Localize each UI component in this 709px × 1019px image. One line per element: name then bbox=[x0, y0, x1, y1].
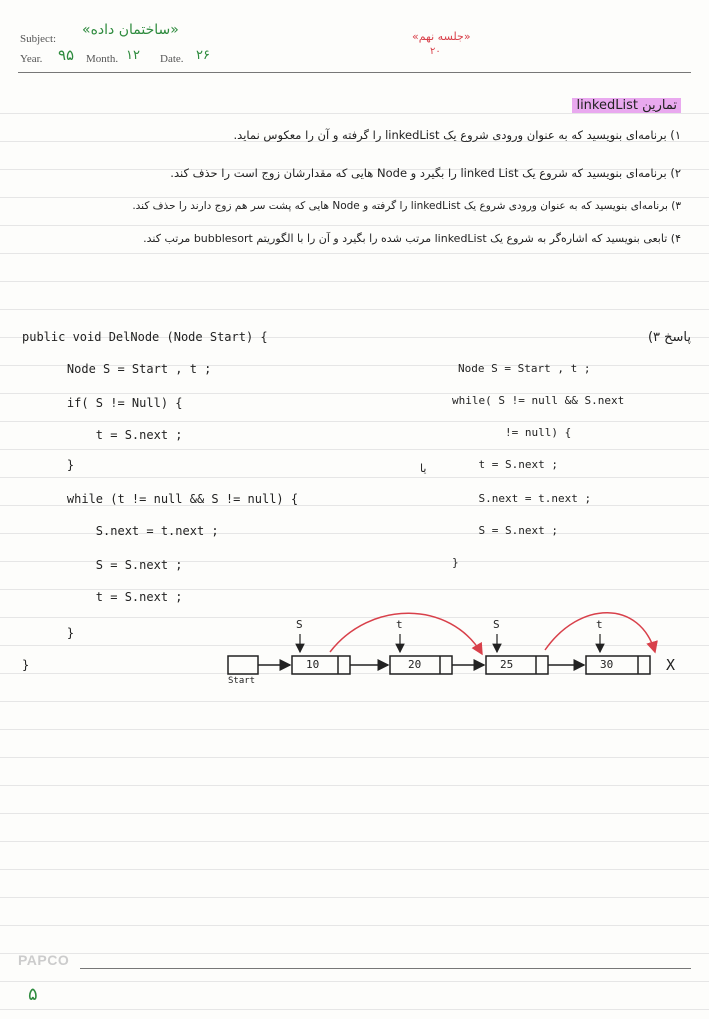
date-value: ۲۶ bbox=[196, 48, 210, 63]
page-number: ۵ bbox=[28, 984, 38, 1005]
code-line: S = S.next ; bbox=[38, 558, 183, 572]
null-terminator: X bbox=[666, 656, 676, 674]
pointer-label: S bbox=[296, 618, 303, 631]
month-value: ۱۲ bbox=[126, 48, 140, 63]
code-line: S = S.next ; bbox=[452, 524, 558, 537]
subject-value: «ساختمان داده» bbox=[82, 22, 179, 38]
exercise-item-1: ۱) برنامه‌ای بنویسید که به عنوان ورودی شروع یک linkedList را گرفته و آن را معکوس نماید. bbox=[233, 128, 681, 142]
date-label: Date. bbox=[160, 53, 184, 65]
code-line: } bbox=[38, 458, 75, 472]
or-label: یا bbox=[420, 462, 427, 475]
code-line: } bbox=[38, 626, 75, 640]
subject-label: Subject: bbox=[20, 33, 57, 45]
brand-logo: PAPCO bbox=[18, 952, 70, 968]
list-node bbox=[586, 656, 650, 674]
pointer-label: S bbox=[493, 618, 500, 631]
month-label: Month. bbox=[86, 53, 119, 65]
code-line: S.next = t.next ; bbox=[38, 524, 219, 538]
code-line: while (t != null && S != null) { bbox=[38, 492, 299, 506]
exercise-item-2: ۲) برنامه‌ای بنویسید که شروع یک linked List را بگیرد و Node هایی که مقدارشان زوج است را حذف کند. bbox=[170, 166, 681, 180]
start-label: Start bbox=[228, 676, 256, 686]
exercise-item-3: ۳) برنامه‌ای بنویسید که به عنوان ورودی شروع یک linkedList را گرفته و Node هایی که پشت سر هم زوج دارند را حذف کند. bbox=[132, 200, 681, 212]
bypass-arrow bbox=[330, 613, 482, 654]
code-line: S.next = t.next ; bbox=[452, 492, 592, 505]
code-line: public void DelNode (Node Start) { bbox=[22, 330, 268, 344]
year-value: ۹۵ bbox=[58, 46, 75, 64]
footer-rule bbox=[80, 968, 691, 969]
list-node bbox=[292, 656, 350, 674]
code-line: Node S = Start , t ; bbox=[38, 362, 212, 376]
node-value: 20 bbox=[408, 658, 422, 671]
code-line: if( S != Null) { bbox=[38, 396, 183, 410]
code-line: t = S.next ; bbox=[452, 458, 558, 471]
header-rule bbox=[18, 72, 691, 73]
node-value: 25 bbox=[500, 658, 514, 671]
code-line: Node S = Start , t ; bbox=[458, 362, 591, 375]
list-node bbox=[486, 656, 548, 674]
node-value: 10 bbox=[306, 658, 320, 671]
exercise-title bbox=[572, 98, 681, 113]
code-line: } bbox=[22, 658, 30, 672]
answer-label: پاسخ ۳) bbox=[647, 330, 691, 345]
page-header bbox=[0, 0, 709, 86]
session-note-number: ۲۰ bbox=[430, 46, 441, 57]
pointer-label: t bbox=[596, 618, 603, 631]
exercise-title-text: تمارین linkedList bbox=[572, 98, 681, 113]
pointer-label: t bbox=[396, 618, 403, 631]
node-value: 30 bbox=[600, 658, 614, 671]
code-line: != null) { bbox=[452, 426, 572, 439]
session-note: «جلسه نهم» bbox=[412, 30, 471, 43]
linked-list-diagram bbox=[0, 600, 709, 700]
start-pointer-box bbox=[228, 656, 258, 674]
code-line: } bbox=[452, 556, 459, 569]
exercise-item-4: ۴) تابعی بنویسید که اشاره‌گر به شروع یک linkedList مرتب شده را بگیرد و آن را با الگوریتم bubblesort مرتب کند. bbox=[143, 232, 681, 245]
code-line: t = S.next ; bbox=[38, 428, 183, 442]
code-line: while( S != null && S.next bbox=[452, 394, 625, 407]
year-label: Year. bbox=[20, 53, 43, 65]
code-line: t = S.next ; bbox=[38, 590, 183, 604]
